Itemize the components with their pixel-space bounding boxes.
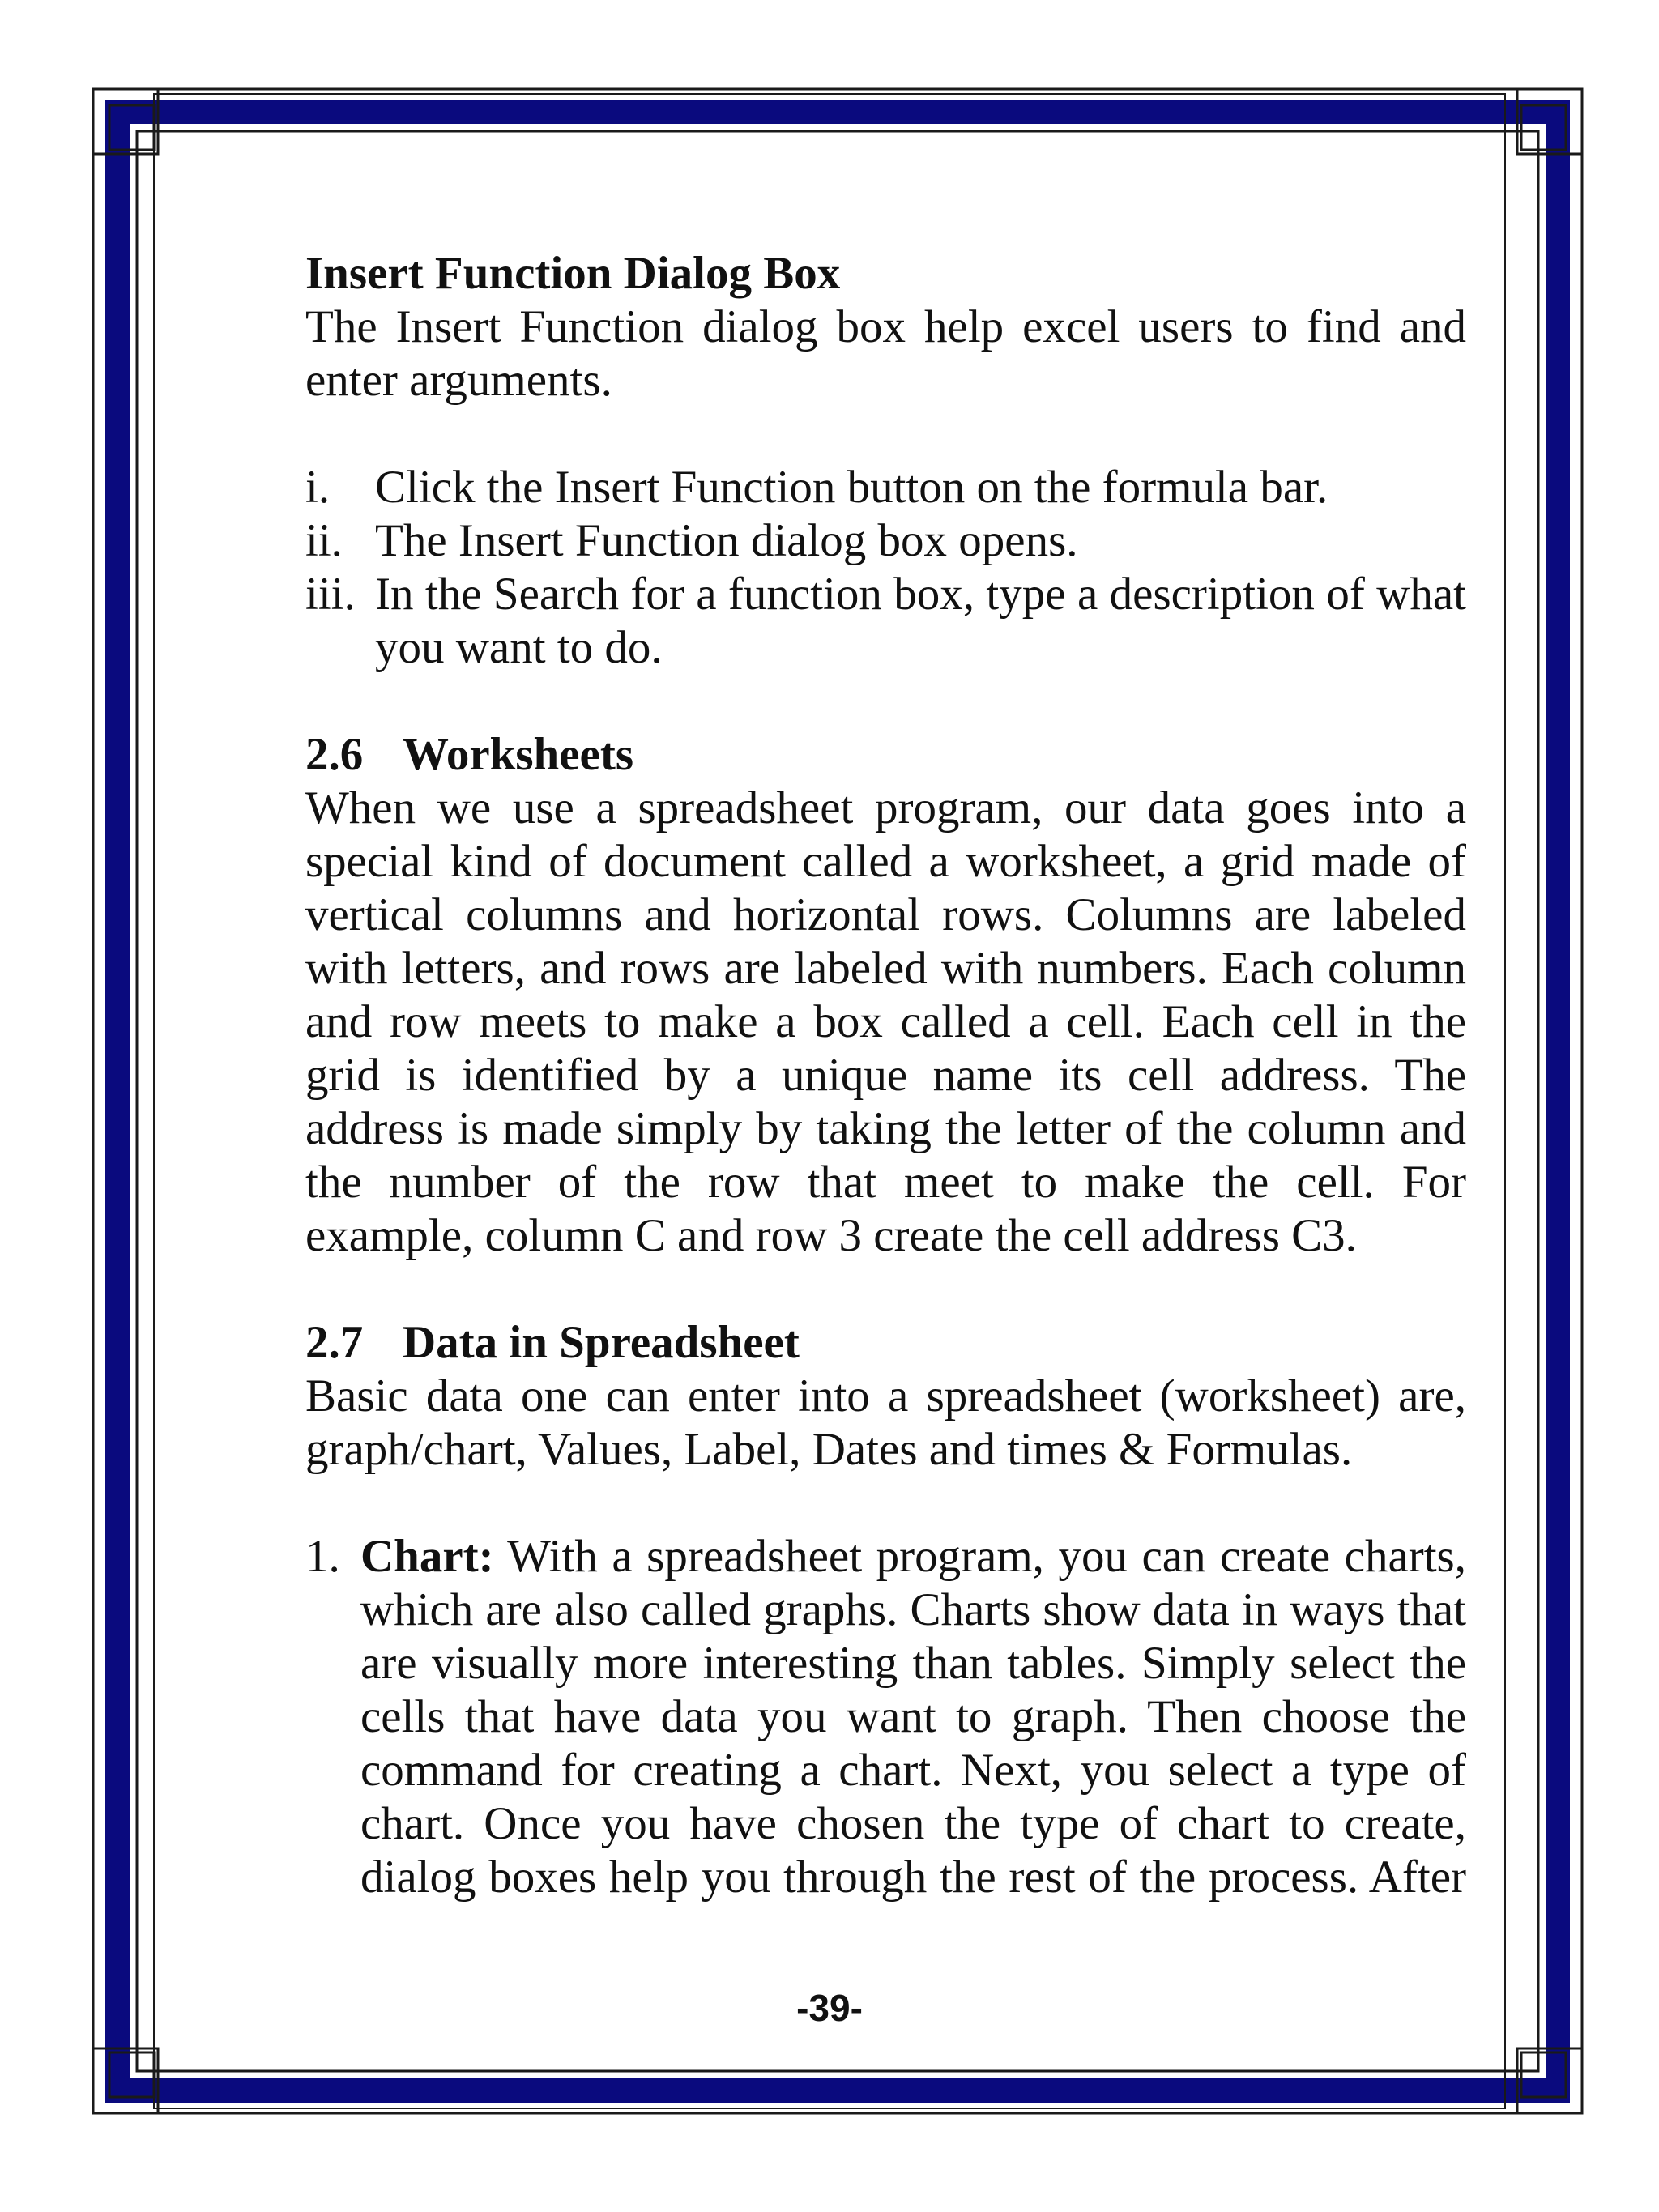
spacer bbox=[305, 675, 1466, 728]
list-marker: ii. bbox=[305, 515, 343, 566]
list-item bbox=[305, 1530, 1466, 1904]
paragraph-insert-function-intro: The Insert Function dialog box help excel users to find and enter arguments. bbox=[305, 301, 1466, 406]
list-item bbox=[305, 461, 1466, 514]
paragraph-worksheets: When we use a spreadsheet program, our data goes into a special kind of document called a worksheet, a grid made of vertical columns and horizontal rows. Columns are labeled with letters, and rows are labeled with numbers. Each column and row meets to make a box called a cell. Each cell in the grid is identified by a unique name its cell address. The address is made simply by taking the letter of the column and the number of the row that meet to make the cell. For example, column C and row 3 create the cell address C3. bbox=[305, 782, 1466, 1261]
list-item bbox=[305, 514, 1466, 568]
section-heading-insert-function bbox=[305, 247, 1466, 300]
heading-title: Worksheets bbox=[403, 729, 633, 780]
page-content bbox=[305, 247, 1466, 1904]
page-number: -39- bbox=[796, 1987, 863, 2029]
section-heading-worksheets bbox=[305, 728, 1466, 782]
section-number: 2.6 bbox=[305, 729, 364, 780]
list-item-term: Chart: bbox=[360, 1531, 494, 1582]
data-types-list bbox=[305, 1530, 1466, 1904]
list-marker: i. bbox=[305, 462, 331, 513]
spacer bbox=[305, 1477, 1466, 1530]
list-item-text: Click the Insert Function button on the formula bar. bbox=[375, 462, 1328, 513]
section-heading-data-in-spreadsheet bbox=[305, 1316, 1466, 1370]
section-number: 2.7 bbox=[305, 1317, 364, 1368]
heading-title: Insert Function Dialog Box bbox=[305, 248, 841, 299]
list-item-text: In the Search for a function box, type a description of what you want to do. bbox=[375, 569, 1466, 673]
list-item bbox=[305, 568, 1466, 675]
spacer bbox=[305, 1263, 1466, 1316]
paragraph-data-in-spreadsheet: Basic data one can enter into a spreadsheet (worksheet) are, graph/chart, Values, Label, Dates and times & Formulas. bbox=[305, 1370, 1466, 1475]
spacer bbox=[305, 407, 1466, 461]
heading-title: Data in Spreadsheet bbox=[403, 1317, 800, 1368]
list-item-text: The Insert Function dialog box opens. bbox=[375, 515, 1078, 566]
insert-function-steps bbox=[305, 461, 1466, 675]
list-marker: 1. bbox=[305, 1531, 340, 1582]
list-marker: iii. bbox=[305, 569, 356, 620]
list-item-text: With a spreadsheet program, you can create charts, which are also called graphs. Charts show data in ways that are visually more interesting than tables. Simply select the cells that have data you want to graph. Then choose the command for creating a chart. Next, you select a type of chart. Once you have chosen the type of chart to create, dialog boxes help you through the rest of the process. After bbox=[360, 1531, 1466, 1903]
